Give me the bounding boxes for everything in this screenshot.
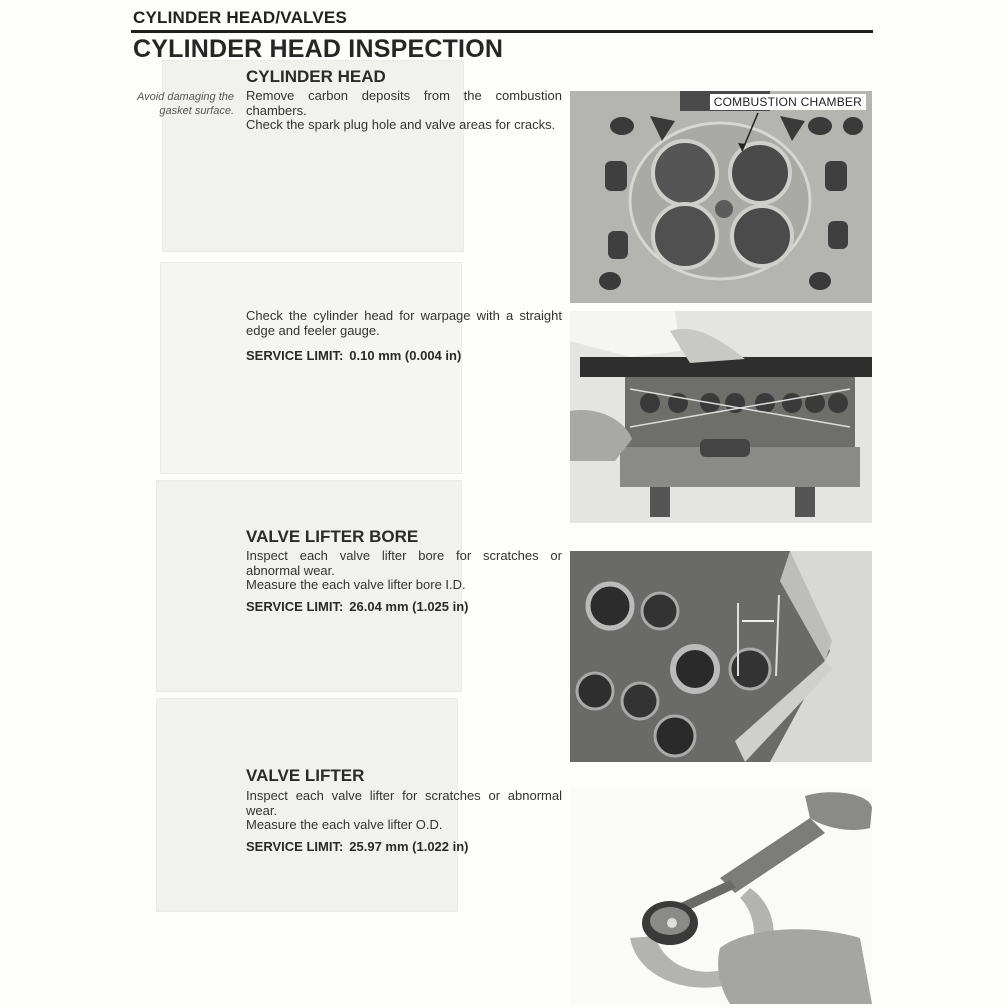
- service-limit-value: 0.10 mm (0.004 in): [349, 348, 462, 363]
- service-limit-label: SERVICE LIMIT:: [246, 348, 344, 363]
- valve-lifter-bore-photo: [570, 551, 872, 762]
- instruction-paragraph: Inspect each valve lifter bore for scratches or abnormal wear.: [246, 548, 562, 578]
- service-limit-value: 26.04 mm (1.025 in): [349, 599, 469, 614]
- valve-lifter-instructions: [246, 789, 562, 833]
- section-heading-cylinder-head: CYLINDER HEAD: [246, 67, 386, 86]
- instruction-paragraph: Remove carbon deposits from the combustion chambers.: [246, 88, 562, 118]
- service-limit-value: 25.97 mm (1.022 in): [349, 839, 469, 854]
- warpage-instructions: [246, 309, 562, 338]
- instruction-paragraph: Check the cylinder head for warpage with a straight edge and feeler gauge.: [246, 308, 562, 338]
- instruction-paragraph: Inspect each valve lifter for scratches or abnormal wear.: [246, 788, 562, 818]
- micrometer-illustration: [570, 788, 872, 1004]
- cylinder-head-instructions: [246, 89, 562, 133]
- cylinder-head-illustration: [570, 91, 872, 303]
- combustion-chamber-callout: COMBUSTION CHAMBER: [710, 94, 866, 110]
- combustion-chamber-photo: [570, 91, 872, 303]
- micrometer-photo: [570, 788, 872, 1004]
- valve-lifter-bore-instructions: [246, 549, 562, 593]
- margin-note-caution: Avoid damaging the gasket surface.: [136, 91, 234, 117]
- service-limit-valve-lifter: [246, 839, 469, 854]
- service-limit-label: SERVICE LIMIT:: [246, 839, 344, 854]
- instruction-paragraph: Measure the each valve lifter O.D.: [246, 817, 443, 832]
- section-heading-valve-lifter-bore: VALVE LIFTER BORE: [246, 527, 419, 546]
- header-rule: [131, 30, 873, 33]
- section-heading-valve-lifter: VALVE LIFTER: [246, 766, 365, 785]
- warpage-check-illustration: [570, 311, 872, 523]
- bore-gauge-illustration: [570, 551, 872, 762]
- service-limit-valve-lifter-bore: [246, 599, 469, 614]
- service-limit-warpage: [246, 348, 461, 363]
- bleed-through-panel: [160, 262, 462, 474]
- straight-edge-photo: [570, 311, 872, 523]
- running-header: CYLINDER HEAD/VALVES: [133, 8, 348, 27]
- page-title: CYLINDER HEAD INSPECTION: [133, 35, 504, 63]
- service-limit-label: SERVICE LIMIT:: [246, 599, 344, 614]
- instruction-paragraph: Measure the each valve lifter bore I.D.: [246, 577, 466, 592]
- instruction-paragraph: Check the spark plug hole and valve areas for cracks.: [246, 117, 556, 132]
